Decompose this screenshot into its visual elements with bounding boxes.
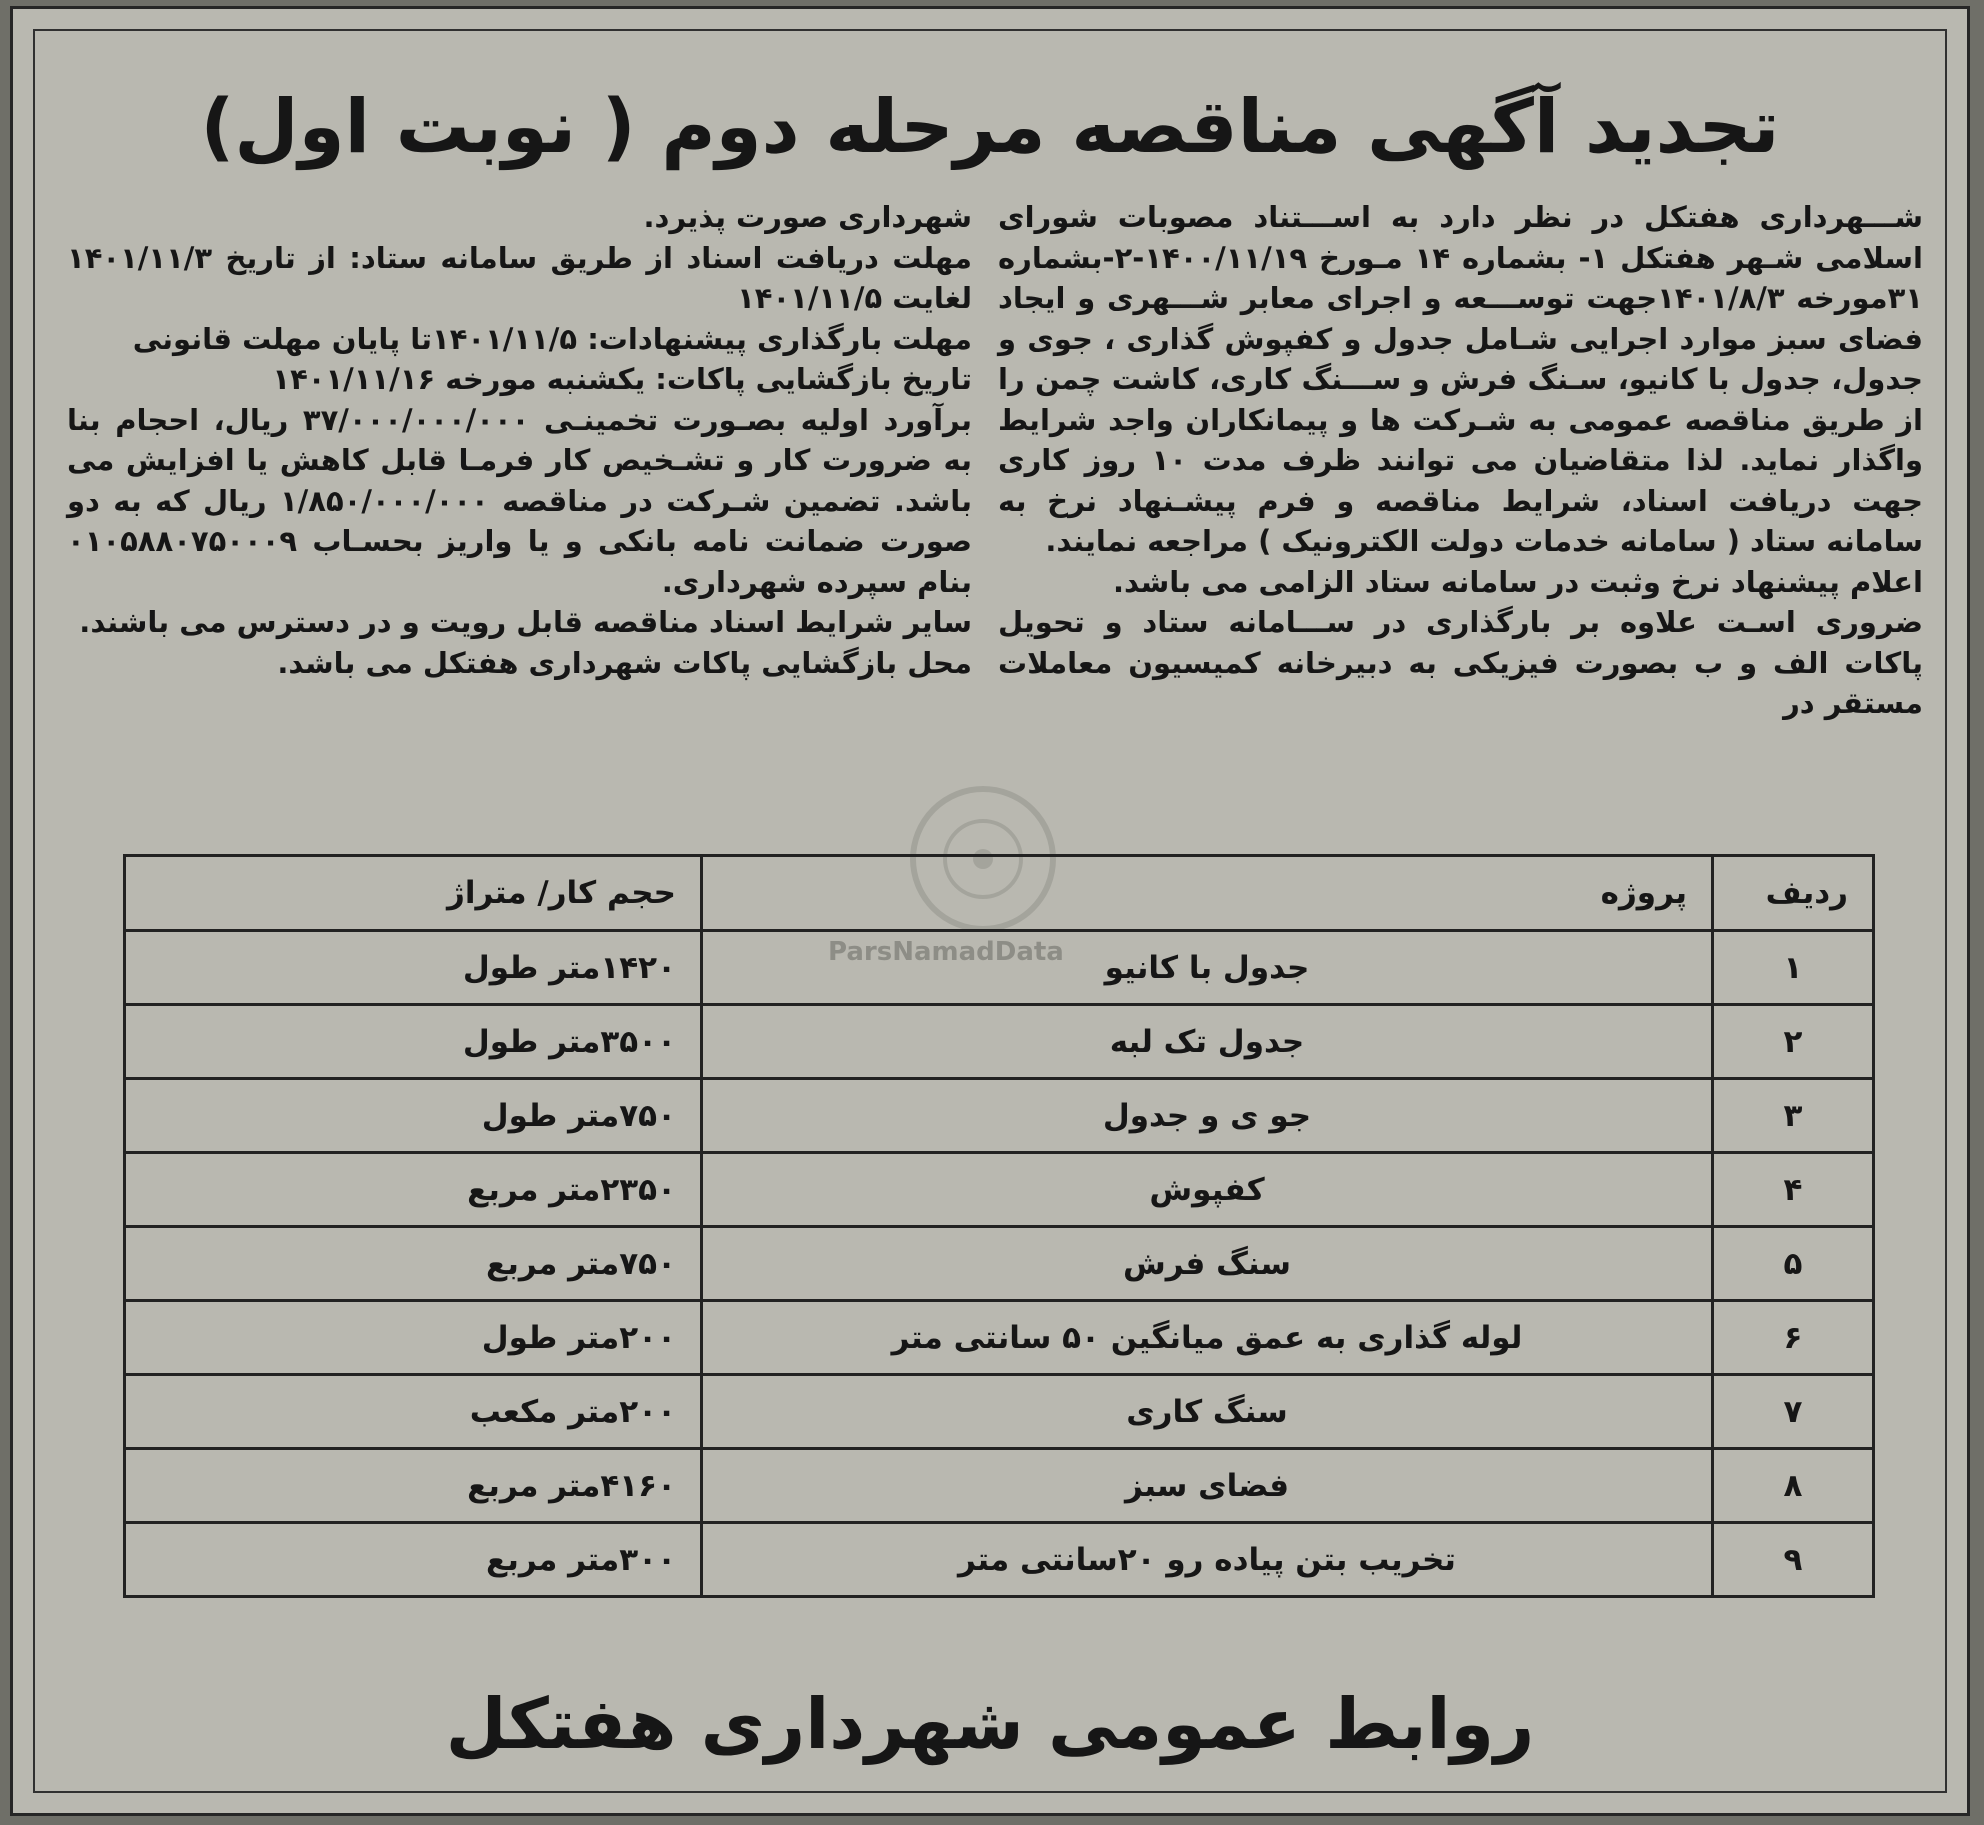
ad-title: تجدید آگهی مناقصه مرحله دوم ( نوبت اول): [200, 84, 1780, 170]
row-volume: ۱۴۲۰متر طول: [125, 931, 702, 1005]
paragraph: شهرداری صورت پذیرد.: [643, 200, 972, 234]
row-volume: ۷۵۰متر مربع: [125, 1227, 702, 1301]
header-project: پروژه: [702, 856, 1713, 931]
row-index: ۹: [1713, 1523, 1874, 1597]
body-left-column: [67, 197, 972, 683]
row-index: ۱: [1713, 931, 1874, 1005]
table-row: [125, 1375, 1874, 1449]
row-index: ۳: [1713, 1079, 1874, 1153]
paragraph: شـــهرداری هفتکل در نظر دارد به اســـتناد مصوبات شورای اسلامی شـهر هفتکل ۱- بشماره ۱۴ مـورخ ۱۴۰۰/۱۱/۱۹-۲-بشماره ۳۱مورخه ۱۴۰۱/۸/۳جهت توســـعه و اجرای معابر شـــهری و ایجاد فضای سبز موارد اجرایی شـامل جدول و کفپوش گذاری ، جوی و جدول، جدول با کانیو، سـنگ فرش و ســـنگ کاری، کاشت چمن را از طریق مناقصه عمومی به شـرکت ها و پیمانکاران واجد شرایط واگذار نماید. لذا متقاضیان می توانند ظرف مدت ۱۰ روز کاری جهت دریافت اسناد، شرایط مناقصه و فرم پیشـنهاد نرخ به سامانه ستاد ( سامانه خدمات دولت الکترونیک ) مراجعه نمایند.: [998, 200, 1923, 558]
paragraph: برآورد اولیه بصـورت تخمینـی ۳۷/۰۰۰/۰۰۰/۰۰۰ ریال، احجام بنا به ضرورت کار و تشـخیص کار فرمـا قابل کاهش یا افزایش می باشد. تضمین شـرکت در مناقصه ۱/۸۵۰/۰۰۰/۰۰۰ ریال که به دو صورت ضمانت نامه بانکی و یا واریز بحسـاب ۰۱۰۵۸۸۰۷۵۰۰۰۹ بنام سپرده شهرداری.: [67, 402, 972, 599]
row-project: جدول با کانیو: [702, 931, 1713, 1005]
table-header-row: [125, 856, 1874, 931]
row-project: جدول تک لبه: [702, 1005, 1713, 1079]
table-row: [125, 1301, 1874, 1375]
header-index: ردیف: [1713, 856, 1874, 931]
table-row: [125, 1079, 1874, 1153]
table-row: [125, 1153, 1874, 1227]
body-right-column: [998, 197, 1923, 724]
paragraph: تاریخ بازگشایی پاکات: یکشنبه مورخه ۱۴۰۱/۱۱/۱۶: [272, 362, 972, 396]
row-volume: ۳۵۰۰متر طول: [125, 1005, 702, 1079]
projects-table: [123, 854, 1875, 1598]
row-index: ۲: [1713, 1005, 1874, 1079]
paragraph: سایر شرایط اسناد مناقصه قابل رویت و در دسترس می باشند.: [79, 605, 972, 639]
row-project: فضای سبز: [702, 1449, 1713, 1523]
table-row: [125, 1523, 1874, 1597]
row-volume: ۴۱۶۰متر مربع: [125, 1449, 702, 1523]
row-project: سنگ کاری: [702, 1375, 1713, 1449]
row-index: ۵: [1713, 1227, 1874, 1301]
paragraph: محل بازگشایی پاکات شهرداری هفتکل می باشد.: [277, 645, 972, 680]
table-row: [125, 1449, 1874, 1523]
header-volume: حجم کار/ متراژ: [125, 856, 702, 931]
row-project: جو ی و جدول: [702, 1079, 1713, 1153]
footer-signature: روابط عمومی شهرداری هفتکل: [445, 1683, 1535, 1765]
table-row: [125, 1005, 1874, 1079]
row-volume: ۲۳۵۰متر مربع: [125, 1153, 702, 1227]
row-volume: ۷۵۰متر طول: [125, 1079, 702, 1153]
paragraph: مهلت دریافت اسناد از طریق سامانه ستاد: از تاریخ ۱۴۰۱/۱۱/۳ لغایت ۱۴۰۱/۱۱/۵: [67, 240, 972, 315]
row-project: سنگ فرش: [702, 1227, 1713, 1301]
table-row: [125, 931, 1874, 1005]
paragraph: ضروری اسـت علاوه بر بارگذاری در ســـامانه ستاد و تحویل پاکات الف و ب بصورت فیزیکی به دبیرخانه کمیسیون معاملات مستقر در: [998, 605, 1923, 720]
row-project: لوله گذاری به عمق میانگین ۵۰ سانتی متر: [702, 1301, 1713, 1375]
paragraph: اعلام پیشنهاد نرخ وثبت در سامانه ستاد الزامی می باشد.: [1112, 564, 1923, 599]
row-index: ۷: [1713, 1375, 1874, 1449]
row-volume: ۳۰۰متر مربع: [125, 1523, 702, 1597]
row-index: ۶: [1713, 1301, 1874, 1375]
row-project: کفپوش: [702, 1153, 1713, 1227]
row-volume: ۲۰۰متر طول: [125, 1301, 702, 1375]
row-project: تخریب بتن پیاده رو ۲۰سانتی متر: [702, 1523, 1713, 1597]
paragraph: مهلت بارگذاری پیشنهادات: ۱۴۰۱/۱۱/۵تا پایان مهلت قانونی: [132, 321, 972, 356]
row-index: ۴: [1713, 1153, 1874, 1227]
row-index: ۸: [1713, 1449, 1874, 1523]
table-row: [125, 1227, 1874, 1301]
row-volume: ۲۰۰متر مکعب: [125, 1375, 702, 1449]
newspaper-clipping: [10, 6, 1970, 1816]
watermark-text: ParsNamadData: [828, 937, 1064, 967]
